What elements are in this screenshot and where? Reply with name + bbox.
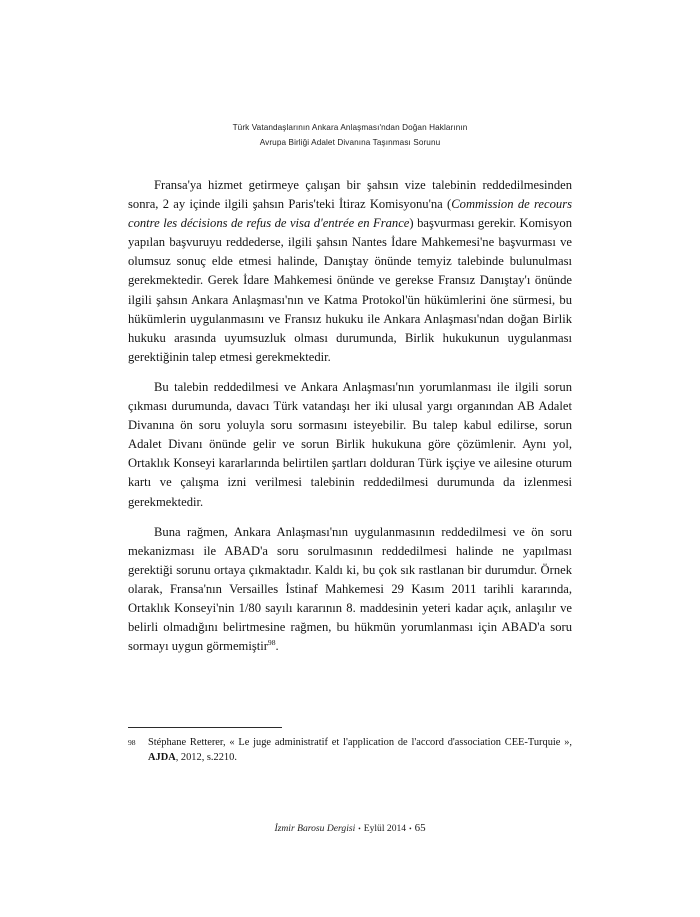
footer-separator-2: • xyxy=(409,824,412,833)
page-footer xyxy=(128,822,572,834)
footer-journal-name: İzmir Barosu Dergisi xyxy=(274,823,356,834)
page-content xyxy=(128,120,572,656)
footer-issue: Eylül 2014 xyxy=(363,823,407,834)
paragraph-3-period: . xyxy=(275,639,279,654)
footnote-98 xyxy=(128,735,572,766)
footnote-separator-rule xyxy=(128,727,282,728)
paragraph-3 xyxy=(128,523,572,657)
paragraph-2-text: Bu talebin reddedilmesi ve Ankara Anlaşması'nın yorumlanması ile ilgili sorun çıkması durumunda, davacı Türk vatandaşı her iki ulusal yargı organından AB Adalet Divanına ön soru yoluyla soru sormasını isteyebilir. Bu talep kabul edilirse, sorun Adalet Divanı önünde gelir ve sorun Birlik hukukuna göre çözümlenir. Aynı yol, Ortaklık Konseyi kararlarında belirtilen şartları dolduran Türk işçiye ve ailesine oturum kartı ve çalışma izni verilmesi talebinin reddedilmesi durumunda da izlenmesi gerekmektedir. xyxy=(128,379,572,509)
running-head xyxy=(128,120,572,150)
footnote-text-part-2: , 2012, s.2210. xyxy=(175,752,237,764)
footnote-number: 98 xyxy=(128,738,136,747)
footer-separator-1: • xyxy=(358,824,361,833)
paragraph-3-text: Buna rağmen, Ankara Anlaşması'nın uygulanmasının reddedilmesi ve ön soru mekanizması ile ABAD'a soru sorulmasının reddedilmesi halinde ne yapılması gerektiği sorunu ortaya çıkmaktadır. Kaldı ki, bu çok sık rastlanan bir durumdur. Örnek olarak, Fransa'nın Versailles İstinaf Mahkemesi 29 Kasım 2011 tarihli kararında, Ortaklık Konseyi'nin 1/80 sayılı kararının 8. maddesinin yeteri kadar açık, anlaşılır ve belirli olmadığını belirtmesine rağmen, bu hükmün yorumlanması için ABAD'a soru sormayı uygun görmemiştir xyxy=(128,524,572,654)
running-head-line1: Türk Vatandaşlarının Ankara Anlaşması'ndan Doğan Haklarının xyxy=(232,123,468,132)
paragraph-1-italic-title: Commission de recours contre les décisions de refus de visa d'entrée en France xyxy=(128,197,572,231)
footnote-journal-abbrev: AJDA xyxy=(148,752,176,764)
paragraph-1-part-1: Fransa'ya hizmet getirmeye çalışan bir şahsın vize talebinin reddedilmesinden sonra, 2 ay içinde ilgili şahsın Paris'teki İtiraz Komisyonu'na ( xyxy=(128,178,572,212)
footnote-text-part-1: Stéphane Retterer, « Le juge administratif et l'application de l'accord d'association CEE-Turquie », xyxy=(148,737,572,748)
paragraph-1-part-2: ) başvurması gerekir. Komisyon yapılan başvuruyu reddederse, ilgili şahsın Nantes İdare Mahkemesi'ne başvurması ve olumsuz sonuç elde etmesi halinde, Danıştay önünde temyiz talebinde bulunulması gerekmektedir. Gerek İdare Mahkemesi önünde ve gerekse Fransız Danıştay'ı önünde ilgili şahsın Ankara Anlaşması'nın ve Katma Protokol'ün hükümlerini öne sürmesi, bu hükümlerin uygulanmasını ve Fransız hukuku ile Ankara Anlaşması'ndan doğan Birlik hukuku arasında uyumsuzluk olması durumunda, Birlik hukukunun uygulanması gerektiğinin talep etmesi gerekmektedir. xyxy=(128,216,573,364)
footnote-marker-98[interactable]: 98 xyxy=(267,637,276,647)
paragraph-2 xyxy=(128,378,572,512)
paragraph-1 xyxy=(128,176,572,367)
page-number: 65 xyxy=(414,822,426,834)
footnote-text xyxy=(148,735,572,766)
footnote-area xyxy=(128,727,572,766)
running-head-line2: Avrupa Birliği Adalet Divanına Taşınması Sorunu xyxy=(259,138,441,147)
